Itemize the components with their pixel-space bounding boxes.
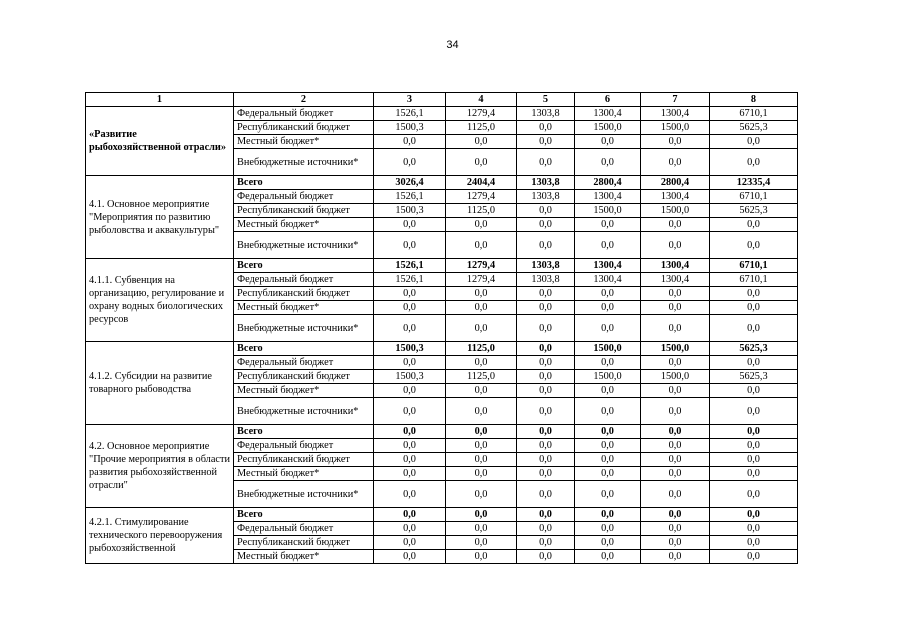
value-cell: 0,0: [641, 287, 710, 301]
value-cell: 5625,3: [710, 204, 798, 218]
value-cell: 0,0: [517, 550, 575, 564]
value-cell: 0,0: [374, 301, 446, 315]
value-cell: 1500,0: [641, 342, 710, 356]
value-cell: 0,0: [517, 398, 575, 425]
column-header: 2: [234, 93, 374, 107]
value-cell: 0,0: [374, 398, 446, 425]
funding-source-cell: Внебюджетные источники*: [234, 315, 374, 342]
value-cell: 0,0: [374, 508, 446, 522]
value-cell: 0,0: [710, 356, 798, 370]
value-cell: 0,0: [641, 301, 710, 315]
value-cell: 0,0: [710, 384, 798, 398]
value-cell: 1500,3: [374, 121, 446, 135]
value-cell: 0,0: [575, 384, 641, 398]
value-cell: 1500,0: [575, 204, 641, 218]
value-cell: 0,0: [517, 287, 575, 301]
value-cell: 0,0: [575, 356, 641, 370]
value-cell: 1303,8: [517, 107, 575, 121]
value-cell: 1526,1: [374, 259, 446, 273]
value-cell: 0,0: [374, 384, 446, 398]
value-cell: 0,0: [446, 453, 517, 467]
value-cell: 0,0: [374, 315, 446, 342]
funding-source-cell: Федеральный бюджет: [234, 273, 374, 287]
funding-source-cell: Внебюджетные источники*: [234, 398, 374, 425]
value-cell: 0,0: [374, 522, 446, 536]
value-cell: 1279,4: [446, 273, 517, 287]
value-cell: 1500,0: [575, 370, 641, 384]
value-cell: 0,0: [374, 356, 446, 370]
value-cell: 0,0: [710, 315, 798, 342]
value-cell: 1279,4: [446, 107, 517, 121]
value-cell: 0,0: [517, 342, 575, 356]
funding-source-cell: Местный бюджет*: [234, 135, 374, 149]
value-cell: 0,0: [446, 135, 517, 149]
program-name-cell: 4.1. Основное мероприятие "Мероприятия по развитию рыболовства и аквакультуры": [86, 176, 234, 259]
funding-source-cell: Местный бюджет*: [234, 301, 374, 315]
value-cell: 0,0: [575, 522, 641, 536]
funding-source-cell: Всего: [234, 425, 374, 439]
value-cell: 0,0: [575, 315, 641, 342]
value-cell: 0,0: [641, 384, 710, 398]
value-cell: 6710,1: [710, 259, 798, 273]
value-cell: 0,0: [446, 550, 517, 564]
funding-source-cell: Внебюджетные источники*: [234, 232, 374, 259]
value-cell: 0,0: [641, 356, 710, 370]
value-cell: 0,0: [575, 135, 641, 149]
value-cell: 6710,1: [710, 107, 798, 121]
value-cell: 0,0: [710, 425, 798, 439]
value-cell: 1303,8: [517, 259, 575, 273]
value-cell: 0,0: [446, 398, 517, 425]
value-cell: 1500,0: [641, 121, 710, 135]
column-header: 5: [517, 93, 575, 107]
value-cell: 1500,0: [641, 204, 710, 218]
value-cell: 5625,3: [710, 342, 798, 356]
value-cell: 0,0: [641, 467, 710, 481]
value-cell: 0,0: [710, 301, 798, 315]
value-cell: 5625,3: [710, 370, 798, 384]
value-cell: 0,0: [517, 204, 575, 218]
value-cell: 5625,3: [710, 121, 798, 135]
value-cell: 0,0: [575, 453, 641, 467]
value-cell: 1279,4: [446, 259, 517, 273]
value-cell: 0,0: [641, 149, 710, 176]
value-cell: 0,0: [517, 425, 575, 439]
value-cell: 0,0: [710, 218, 798, 232]
funding-source-cell: Федеральный бюджет: [234, 107, 374, 121]
value-cell: 0,0: [575, 508, 641, 522]
value-cell: 0,0: [641, 522, 710, 536]
value-cell: 0,0: [575, 467, 641, 481]
value-cell: 0,0: [517, 481, 575, 508]
value-cell: 0,0: [710, 467, 798, 481]
funding-source-cell: Федеральный бюджет: [234, 356, 374, 370]
value-cell: 0,0: [575, 287, 641, 301]
value-cell: 0,0: [517, 149, 575, 176]
value-cell: 0,0: [710, 522, 798, 536]
budget-table: [85, 92, 798, 564]
page-number: 34: [446, 39, 459, 51]
program-name-cell: 4.1.1. Субвенция на организацию, регулирование и охрану водных биологических ресурсов: [86, 259, 234, 342]
value-cell: 0,0: [575, 149, 641, 176]
value-cell: 1300,4: [641, 190, 710, 204]
funding-source-cell: Внебюджетные источники*: [234, 481, 374, 508]
value-cell: 0,0: [575, 439, 641, 453]
funding-source-cell: Республиканский бюджет: [234, 287, 374, 301]
value-cell: 0,0: [374, 287, 446, 301]
value-cell: 0,0: [446, 301, 517, 315]
value-cell: 0,0: [710, 149, 798, 176]
value-cell: 0,0: [374, 425, 446, 439]
column-header: 6: [575, 93, 641, 107]
value-cell: 0,0: [517, 467, 575, 481]
value-cell: 2800,4: [575, 176, 641, 190]
value-cell: 0,0: [374, 550, 446, 564]
value-cell: 0,0: [446, 522, 517, 536]
funding-source-cell: Федеральный бюджет: [234, 190, 374, 204]
funding-source-cell: Федеральный бюджет: [234, 522, 374, 536]
value-cell: 0,0: [446, 149, 517, 176]
program-name-cell: 4.2. Основное мероприятие "Прочие мероприятия в области развития рыбохозяйственной отрасли": [86, 425, 234, 508]
value-cell: 0,0: [374, 135, 446, 149]
value-cell: 1125,0: [446, 370, 517, 384]
value-cell: 0,0: [641, 481, 710, 508]
value-cell: 1300,4: [575, 107, 641, 121]
funding-source-cell: Местный бюджет*: [234, 467, 374, 481]
value-cell: 0,0: [446, 384, 517, 398]
value-cell: 1300,4: [641, 259, 710, 273]
value-cell: 0,0: [374, 439, 446, 453]
value-cell: 0,0: [710, 135, 798, 149]
value-cell: 1500,3: [374, 204, 446, 218]
value-cell: 0,0: [710, 398, 798, 425]
value-cell: 6710,1: [710, 273, 798, 287]
value-cell: 0,0: [374, 218, 446, 232]
value-cell: 0,0: [446, 218, 517, 232]
value-cell: 0,0: [517, 370, 575, 384]
value-cell: 0,0: [641, 439, 710, 453]
funding-source-cell: Республиканский бюджет: [234, 204, 374, 218]
value-cell: 2800,4: [641, 176, 710, 190]
value-cell: 1125,0: [446, 204, 517, 218]
value-cell: 1303,8: [517, 176, 575, 190]
value-cell: 0,0: [517, 439, 575, 453]
value-cell: 0,0: [575, 536, 641, 550]
value-cell: 0,0: [641, 315, 710, 342]
value-cell: 0,0: [446, 439, 517, 453]
value-cell: 1300,4: [575, 273, 641, 287]
value-cell: 1526,1: [374, 273, 446, 287]
value-cell: 0,0: [641, 536, 710, 550]
value-cell: 0,0: [575, 301, 641, 315]
table-row: [86, 508, 798, 522]
program-name-cell: 4.2.1. Стимулирование технического перевооружения рыбохозяйственной: [86, 508, 234, 564]
value-cell: 0,0: [710, 453, 798, 467]
value-cell: 0,0: [641, 508, 710, 522]
value-cell: 0,0: [517, 315, 575, 342]
value-cell: 0,0: [641, 398, 710, 425]
value-cell: 0,0: [446, 232, 517, 259]
value-cell: 0,0: [641, 550, 710, 564]
value-cell: 1125,0: [446, 342, 517, 356]
value-cell: 1500,0: [641, 370, 710, 384]
value-cell: 1500,0: [575, 121, 641, 135]
funding-source-cell: Республиканский бюджет: [234, 370, 374, 384]
value-cell: 0,0: [374, 149, 446, 176]
value-cell: 0,0: [575, 425, 641, 439]
value-cell: 0,0: [517, 508, 575, 522]
column-header: 7: [641, 93, 710, 107]
funding-source-cell: Всего: [234, 342, 374, 356]
value-cell: 0,0: [446, 425, 517, 439]
value-cell: 0,0: [446, 508, 517, 522]
value-cell: 3026,4: [374, 176, 446, 190]
funding-source-cell: Всего: [234, 508, 374, 522]
value-cell: 0,0: [446, 481, 517, 508]
value-cell: 1279,4: [446, 190, 517, 204]
value-cell: 0,0: [710, 550, 798, 564]
value-cell: 0,0: [374, 467, 446, 481]
value-cell: 0,0: [374, 481, 446, 508]
column-header: 3: [374, 93, 446, 107]
value-cell: 0,0: [374, 536, 446, 550]
value-cell: 0,0: [641, 218, 710, 232]
value-cell: 1300,4: [641, 107, 710, 121]
funding-source-cell: Республиканский бюджет: [234, 121, 374, 135]
value-cell: 1303,8: [517, 190, 575, 204]
table-row: [86, 176, 798, 190]
value-cell: 0,0: [446, 287, 517, 301]
value-cell: 0,0: [710, 287, 798, 301]
value-cell: 0,0: [517, 522, 575, 536]
funding-source-cell: Всего: [234, 176, 374, 190]
funding-source-cell: Местный бюджет*: [234, 384, 374, 398]
value-cell: 0,0: [517, 218, 575, 232]
value-cell: 1526,1: [374, 190, 446, 204]
value-cell: 0,0: [575, 550, 641, 564]
value-cell: 0,0: [446, 315, 517, 342]
value-cell: 0,0: [446, 356, 517, 370]
funding-source-cell: Внебюджетные источники*: [234, 149, 374, 176]
value-cell: 12335,4: [710, 176, 798, 190]
value-cell: 0,0: [517, 121, 575, 135]
value-cell: 1300,4: [575, 190, 641, 204]
funding-source-cell: Местный бюджет*: [234, 550, 374, 564]
value-cell: 1300,4: [641, 273, 710, 287]
value-cell: 0,0: [575, 398, 641, 425]
table-row: [86, 107, 798, 121]
value-cell: 1303,8: [517, 273, 575, 287]
value-cell: 0,0: [641, 453, 710, 467]
funding-source-cell: Республиканский бюджет: [234, 536, 374, 550]
value-cell: 0,0: [517, 536, 575, 550]
program-name-cell: «Развитие рыбохозяйственной отрасли»: [86, 107, 234, 176]
value-cell: 1300,4: [575, 259, 641, 273]
value-cell: 1526,1: [374, 107, 446, 121]
funding-source-cell: Республиканский бюджет: [234, 453, 374, 467]
value-cell: 0,0: [710, 536, 798, 550]
value-cell: 1500,0: [575, 342, 641, 356]
value-cell: 0,0: [575, 218, 641, 232]
column-header: 1: [86, 93, 234, 107]
value-cell: 0,0: [641, 425, 710, 439]
value-cell: 6710,1: [710, 190, 798, 204]
value-cell: 0,0: [517, 135, 575, 149]
value-cell: 0,0: [710, 232, 798, 259]
value-cell: 0,0: [575, 481, 641, 508]
funding-source-cell: Федеральный бюджет: [234, 439, 374, 453]
table-row: [86, 425, 798, 439]
value-cell: 0,0: [517, 232, 575, 259]
value-cell: 0,0: [575, 232, 641, 259]
value-cell: 0,0: [374, 453, 446, 467]
value-cell: 0,0: [710, 508, 798, 522]
value-cell: 0,0: [517, 453, 575, 467]
column-header: 4: [446, 93, 517, 107]
value-cell: 0,0: [641, 135, 710, 149]
value-cell: 0,0: [517, 301, 575, 315]
value-cell: 0,0: [374, 232, 446, 259]
program-name-cell: 4.1.2. Субсидии на развитие товарного рыбоводства: [86, 342, 234, 425]
value-cell: 1500,3: [374, 370, 446, 384]
value-cell: 0,0: [517, 384, 575, 398]
value-cell: 0,0: [446, 467, 517, 481]
table-body: [86, 107, 798, 564]
value-cell: 0,0: [446, 536, 517, 550]
table-row: [86, 342, 798, 356]
value-cell: 0,0: [517, 356, 575, 370]
funding-source-cell: Всего: [234, 259, 374, 273]
value-cell: 0,0: [710, 439, 798, 453]
funding-source-cell: Местный бюджет*: [234, 218, 374, 232]
column-header: 8: [710, 93, 798, 107]
value-cell: 0,0: [641, 232, 710, 259]
value-cell: 2404,4: [446, 176, 517, 190]
value-cell: 1500,3: [374, 342, 446, 356]
table-row: [86, 259, 798, 273]
value-cell: 1125,0: [446, 121, 517, 135]
table-header-row: [86, 93, 798, 107]
value-cell: 0,0: [710, 481, 798, 508]
